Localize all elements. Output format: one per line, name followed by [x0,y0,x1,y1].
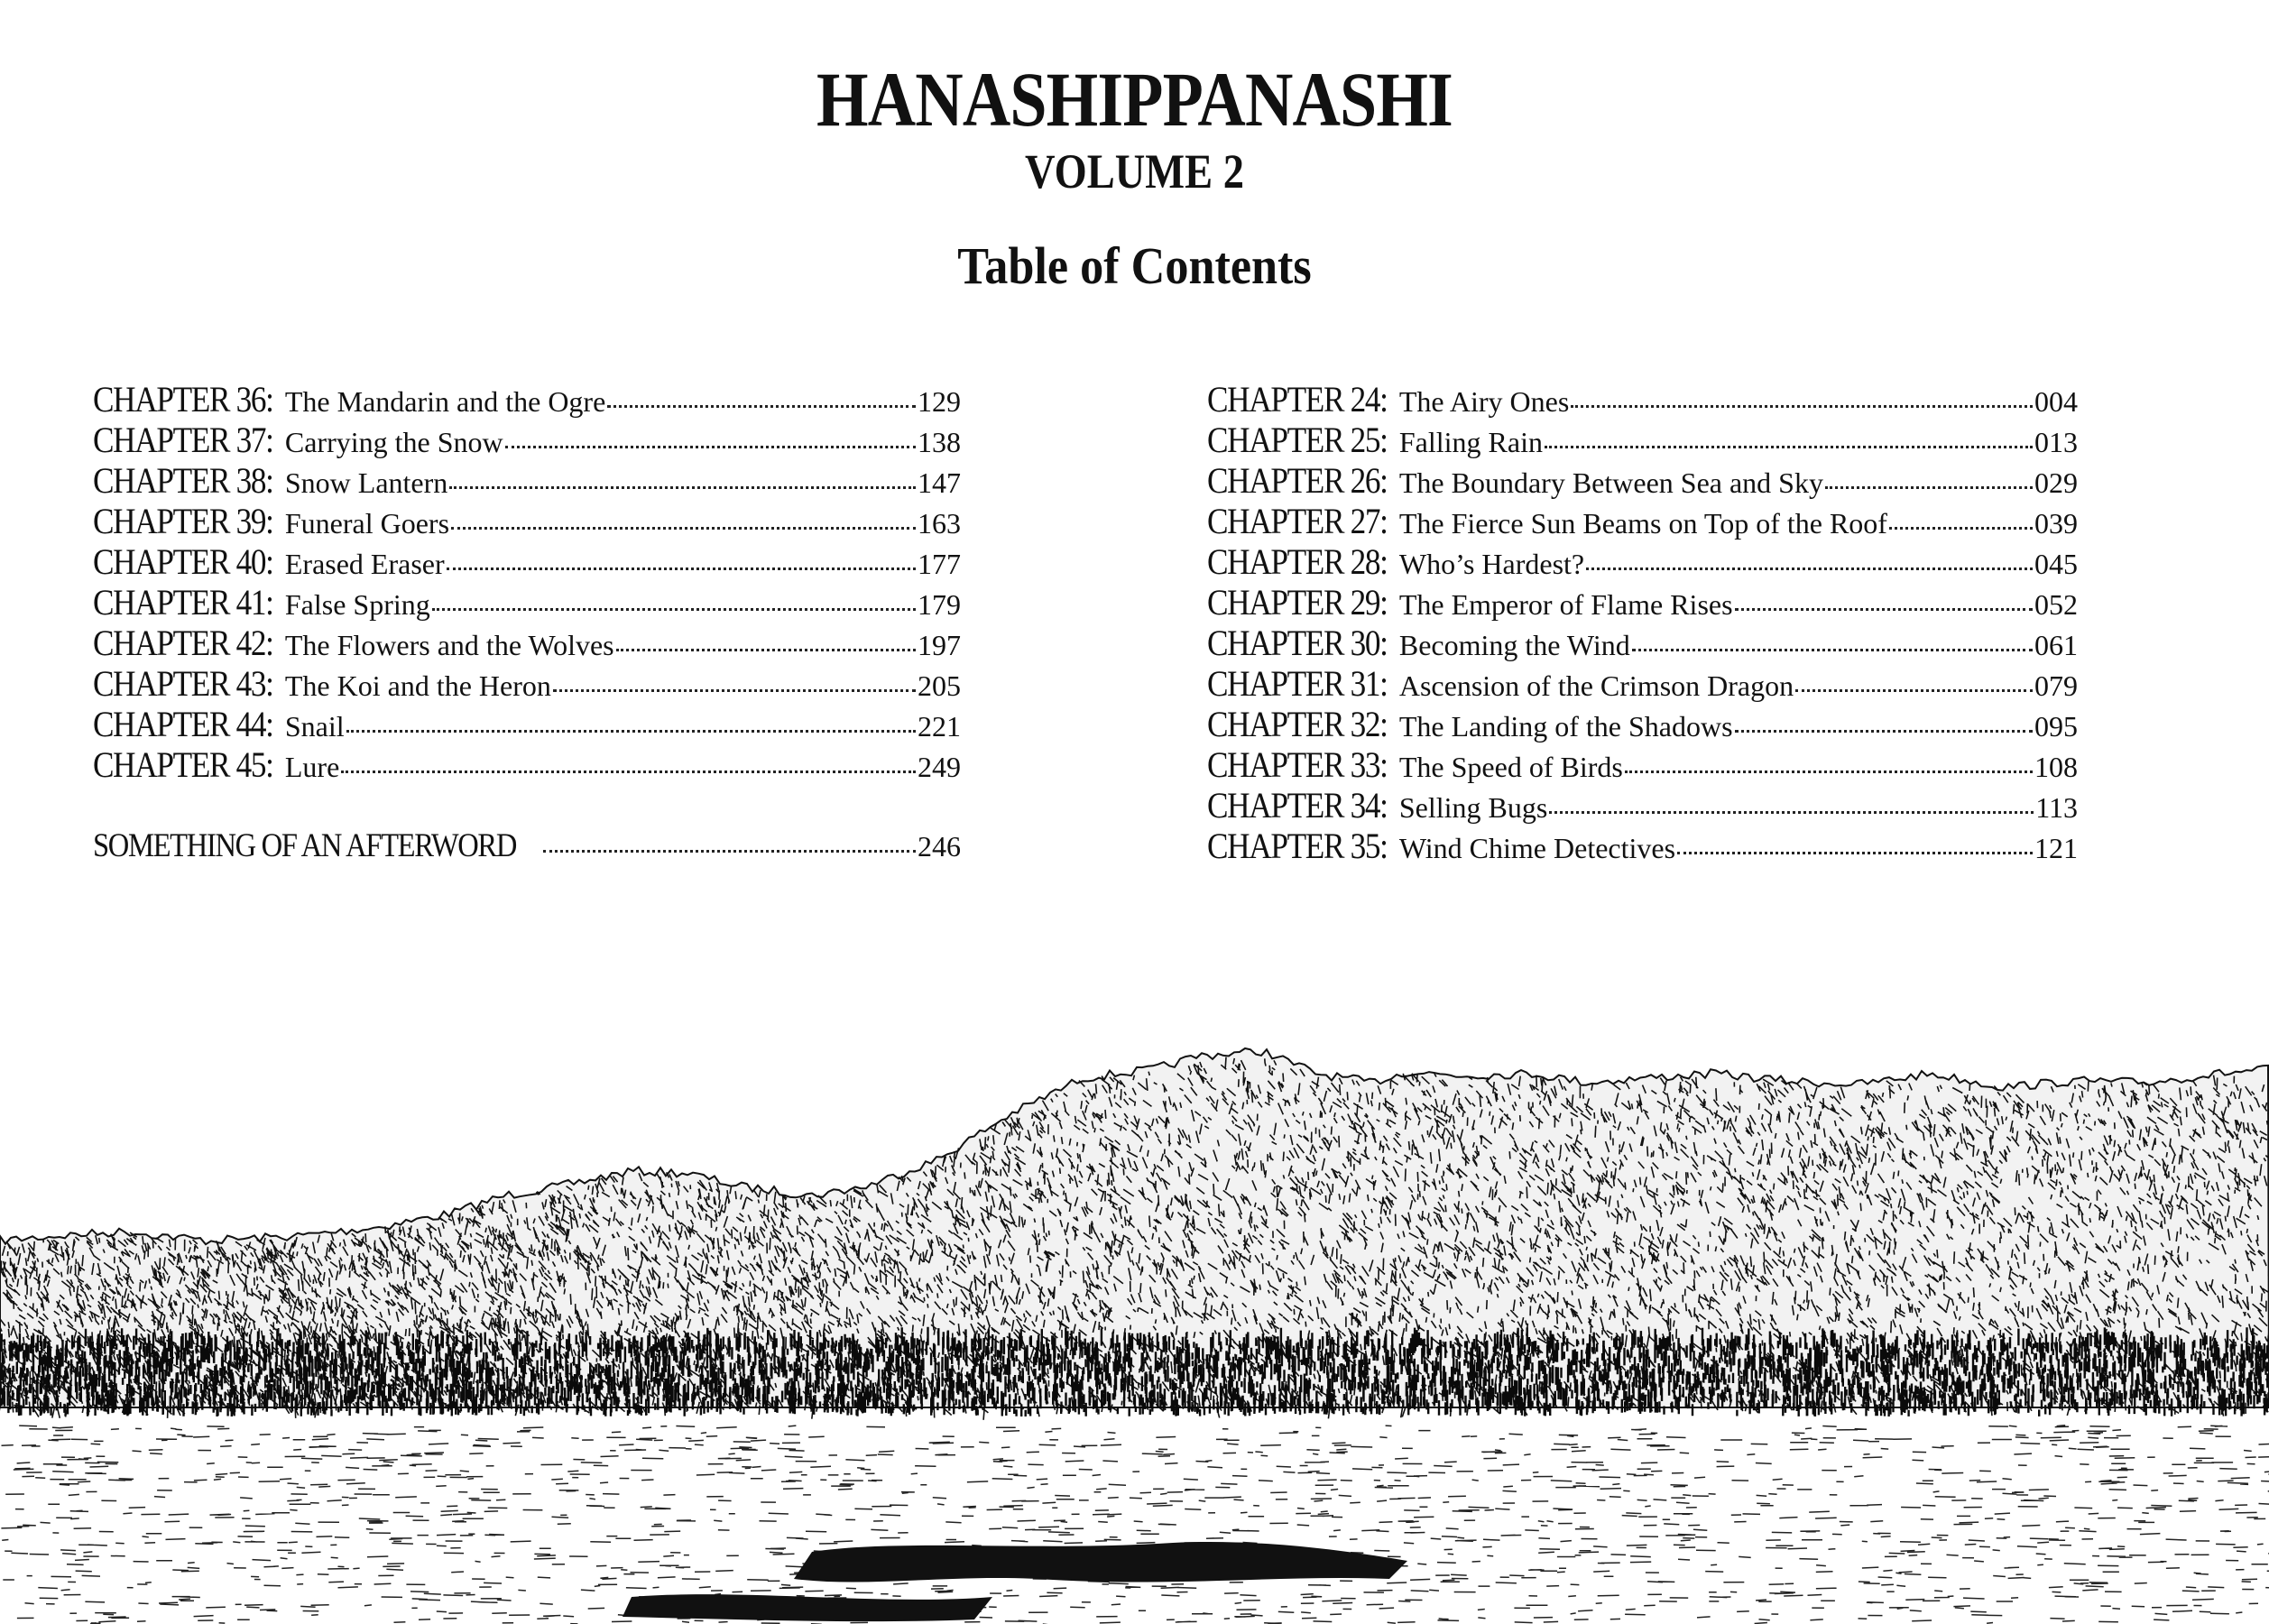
toc-left-entry [93,420,961,460]
chapter-page-number: 079 [2034,669,2078,702]
toc-left-entry [93,663,961,704]
toc-right-entry [1207,785,2078,826]
dot-leader [1571,405,2033,408]
chapter-page-number: 045 [2034,548,2078,580]
dot-leader [1549,811,2034,814]
chapter-title: Wind Chime Detectives [1398,832,1676,864]
chapter-page-number: 013 [2034,426,2078,458]
chapter-label: CHAPTER 40: [93,541,273,582]
afterword-page: 246 [918,830,961,863]
dot-leader [449,486,916,489]
toc-right-entry [1207,826,2078,866]
toc-left-entry [93,379,961,420]
chapter-page-number: 129 [918,385,961,418]
chapter-label: CHAPTER 45: [93,744,273,785]
toc-left-column [93,379,961,866]
chapter-label: CHAPTER 41: [93,582,273,623]
chapter-page-number: 004 [2034,385,2078,418]
toc-right-entry [1207,501,2078,541]
chapter-title: The Speed of Birds [1398,751,1623,783]
dot-leader [451,527,916,530]
dot-leader [1795,689,2033,692]
chapter-page-number: 197 [918,629,961,661]
chapter-title: The Flowers and the Wolves [284,629,614,661]
chapter-page-number: 205 [918,669,961,702]
dot-leader [1735,730,2033,733]
dot-leader [346,730,916,733]
page-header [0,54,2269,298]
chapter-title: Falling Rain [1398,426,1543,458]
chapter-label: CHAPTER 28: [1207,541,1388,582]
chapter-page-number: 108 [2034,751,2078,783]
chapter-label: CHAPTER 38: [93,460,273,501]
toc-right-entry [1207,582,2078,623]
chapter-label: CHAPTER 37: [93,420,273,460]
chapter-label: CHAPTER 30: [1207,623,1388,663]
chapter-page-number: 061 [2034,629,2078,661]
chapter-title: The Landing of the Shadows [1398,710,1733,743]
chapter-title: Funeral Goers [284,507,450,540]
chapter-title: Lure [284,751,340,783]
dot-leader [1889,527,2033,530]
chapter-label: CHAPTER 43: [93,663,273,704]
chapter-label: CHAPTER 26: [1207,460,1388,501]
chapter-label: CHAPTER 35: [1207,826,1388,866]
toc-right-column [1207,379,2078,866]
afterword-label: SOMETHING OF AN AFTERWORD [93,827,517,864]
chapter-title: Becoming the Wind [1398,629,1630,661]
chapter-page-number: 147 [918,466,961,499]
mountain-landscape-illustration [0,1010,2269,1624]
chapter-title: Ascension of the Crimson Dragon [1398,669,1794,702]
toc-left-entry [93,460,961,501]
chapter-title: Who’s Hardest? [1398,548,1585,580]
toc-left-entry [93,744,961,785]
chapter-page-number: 039 [2034,507,2078,540]
chapter-page-number: 177 [918,548,961,580]
chapter-title: The Mandarin and the Ogre [284,385,606,418]
toc-right-entry [1207,379,2078,420]
chapter-page-number: 113 [2035,791,2078,824]
dot-leader [607,405,916,408]
chapter-label: CHAPTER 29: [1207,582,1388,623]
chapter-page-number: 163 [918,507,961,540]
toc-left-entry [93,541,961,582]
toc-right-entry [1207,460,2078,501]
chapter-title: The Fierce Sun Beams on Top of the Roof [1398,507,1887,540]
dot-leader [1735,608,2033,611]
dot-leader [1677,852,2033,854]
dot-leader [447,567,916,570]
chapter-label: CHAPTER 32: [1207,704,1388,744]
dot-leader [616,649,916,651]
chapter-title: Selling Bugs [1398,791,1548,824]
volume-label: VOLUME 2 [1025,144,1244,198]
chapter-title: Snow Lantern [284,466,448,499]
chapter-title: The Airy Ones [1398,385,1570,418]
chapter-page-number: 249 [918,751,961,783]
dot-leader [543,850,916,853]
dot-leader [1625,770,2033,773]
chapter-page-number: 221 [918,710,961,743]
chapter-page-number: 052 [2034,588,2078,621]
dot-leader [341,770,916,773]
chapter-title: The Emperor of Flame Rises [1398,588,1733,621]
chapter-label: CHAPTER 27: [1207,501,1388,541]
toc-afterword-entry [93,826,961,866]
toc-right-entry [1207,663,2078,704]
chapter-title: The Boundary Between Sea and Sky [1398,466,1823,499]
dot-leader [432,608,916,611]
dot-leader [1586,567,2033,570]
toc-right-entry [1207,704,2078,744]
toc-left-entry [93,623,961,663]
chapter-title: False Spring [284,588,430,621]
chapter-label: CHAPTER 44: [93,704,273,744]
chapter-title: Erased Eraser [284,548,445,580]
chapter-page-number: 029 [2034,466,2078,499]
chapter-page-number: 138 [918,426,961,458]
chapter-label: CHAPTER 33: [1207,744,1388,785]
chapter-label: CHAPTER 31: [1207,663,1388,704]
chapter-title: Snail [284,710,345,743]
dot-leader [505,446,916,448]
toc-right-entry [1207,541,2078,582]
toc-right-entry [1207,623,2078,663]
chapter-title: The Koi and the Heron [284,669,551,702]
chapter-label: CHAPTER 42: [93,623,273,663]
toc-right-entry [1207,420,2078,460]
chapter-page-number: 179 [918,588,961,621]
dot-leader [1825,486,2033,489]
chapter-label: CHAPTER 24: [1207,379,1388,420]
dot-leader [1632,649,2033,651]
toc-left-entry [93,501,961,541]
toc-left-entry [93,582,961,623]
chapter-label: CHAPTER 36: [93,379,273,420]
chapter-page-number: 121 [2034,832,2078,864]
chapter-title: Carrying the Snow [284,426,503,458]
chapter-label: CHAPTER 39: [93,501,273,541]
toc-right-entry [1207,744,2078,785]
toc-left-entry [93,704,961,744]
chapter-page-number: 095 [2034,710,2078,743]
dot-leader [553,689,916,692]
toc-heading: Table of Contents [957,236,1312,295]
dot-leader [1545,446,2033,448]
chapter-label: CHAPTER 34: [1207,785,1388,826]
book-title: HANASHIPPANASHI [816,56,1453,143]
chapter-label: CHAPTER 25: [1207,420,1388,460]
